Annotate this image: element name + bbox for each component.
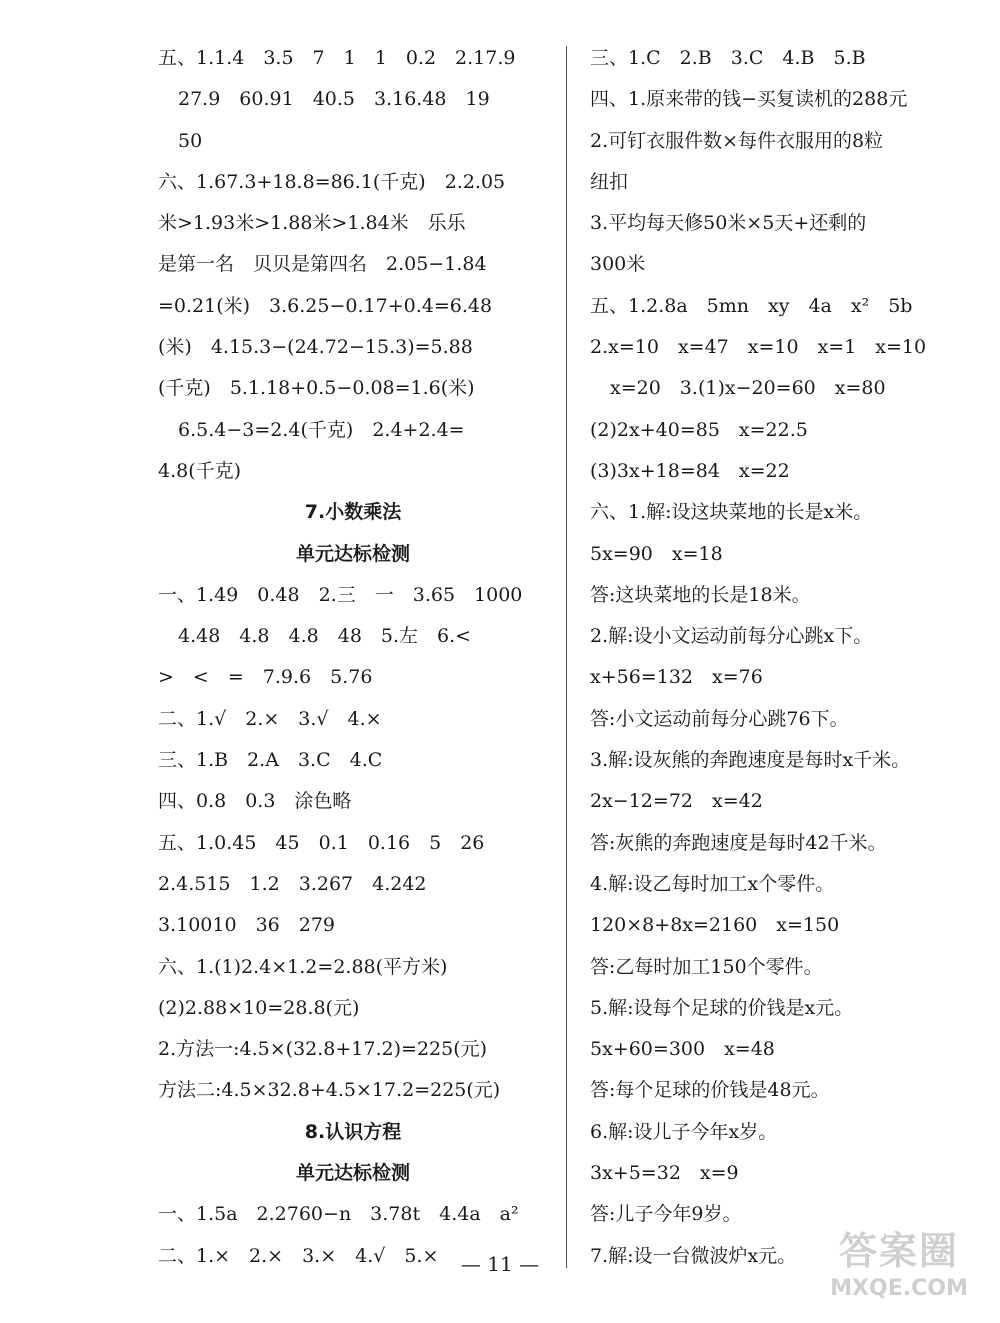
answer-line: 27.9 60.91 40.5 3.16.48 19	[178, 88, 490, 111]
answer-line: 2.4.515 1.2 3.267 4.242	[158, 872, 427, 895]
answer-line: 4.48 4.8 4.8 48 5.左 6.<	[178, 625, 472, 648]
answer-line: (2)2x+40=85 x=22.5	[590, 418, 808, 441]
answer-line: 答:灰熊的奔跑速度是每时42千米。	[590, 831, 887, 854]
answer-line: 5x+60=300 x=48	[590, 1038, 775, 1061]
answer-line: 二、1.√ 2.× 3.√ 4.×	[158, 707, 382, 730]
answer-line: 三、1.C 2.B 3.C 4.B 5.B	[590, 47, 866, 69]
left-column	[158, 38, 548, 1277]
answer-line: 2.解:设小文运动前每分心跳x下。	[590, 625, 873, 648]
answer-line: 答:这块菜地的长是18米。	[590, 583, 811, 606]
answer-line: 四、0.8 0.3 涂色略	[158, 790, 352, 813]
answer-line: 2.x=10 x=47 x=10 x=1 x=10	[590, 336, 927, 359]
answer-line: 方法二:4.5×32.8+4.5×17.2=225(元)	[158, 1079, 501, 1102]
answer-line: 6.解:设儿子今年x岁。	[590, 1120, 778, 1143]
section-heading: 8.认识方程	[304, 1120, 402, 1143]
answer-line: 一、1.5a 2.2760−n 3.78t 4.4a a²	[158, 1203, 519, 1226]
right-column	[590, 38, 990, 1277]
answer-line: 五、1.1.4 3.5 7 1 1 0.2 2.17.9	[158, 47, 516, 69]
answer-line: 答:儿子今年9岁。	[590, 1203, 742, 1226]
answer-line: 300米	[590, 253, 646, 276]
answer-line: 五、1.0.45 45 0.1 0.16 5 26	[158, 831, 485, 854]
answer-line: 50	[178, 129, 203, 152]
page-number: — 11 —	[460, 1252, 540, 1276]
answer-line: (米) 4.15.3−(24.72−15.3)=5.88	[158, 336, 473, 359]
answer-line: 一、1.49 0.48 2.三 一 3.65 1000	[158, 583, 523, 606]
watermark-url: MXQE.COM	[830, 1276, 968, 1301]
answer-line: 纽扣	[590, 170, 629, 193]
answer-line: 3.平均每天修50米×5天+还剩的	[590, 212, 867, 235]
answer-line: 二、1.× 2.× 3.× 4.√ 5.×	[158, 1244, 439, 1267]
answer-line: 答:乙每时加工150个零件。	[590, 955, 823, 978]
answer-line: 3.解:设灰熊的奔跑速度是每时x千米。	[590, 749, 911, 772]
watermark	[810, 1228, 988, 1316]
answer-line: 7.解:设一台微波炉x元。	[590, 1244, 797, 1267]
answer-line: 答:每个足球的价钱是48元。	[590, 1079, 830, 1102]
answer-line: 三、1.B 2.A 3.C 4.C	[158, 749, 383, 772]
answer-line: 3x+5=32 x=9	[590, 1162, 739, 1185]
answer-line: 2.可钉衣服件数×每件衣服用的8粒	[590, 129, 884, 152]
answer-line: 2.方法一:4.5×(32.8+17.2)=225(元)	[158, 1038, 488, 1061]
answer-line: 是第一名 贝贝是第四名 2.05−1.84	[158, 253, 487, 276]
answer-line: 四、1.原来带的钱−买复读机的288元	[590, 88, 908, 111]
answer-line: 4.解:设乙每时加工x个零件。	[590, 872, 835, 895]
answer-line: =0.21(米) 3.6.25−0.17+0.4=6.48	[158, 294, 493, 317]
answer-line: (3)3x+18=84 x=22	[590, 459, 790, 482]
answer-line: 5x=90 x=18	[590, 542, 723, 565]
section-heading: 单元达标检测	[295, 542, 410, 565]
answer-line: 2x−12=72 x=42	[590, 790, 763, 813]
column-divider	[566, 46, 567, 1268]
answer-line: 米>1.93米>1.88米>1.84米 乐乐	[158, 212, 466, 235]
answer-line: 3.10010 36 279	[158, 914, 336, 937]
answer-line: 5.解:设每个足球的价钱是x元。	[590, 996, 854, 1019]
answer-line: > < = 7.9.6 5.76	[158, 666, 373, 689]
section-heading: 单元达标检测	[295, 1162, 410, 1185]
section-heading: 7.小数乘法	[304, 501, 402, 524]
answer-line: 120×8+8x=2160 x=150	[590, 914, 840, 937]
answer-line: 答:小文运动前每分心跳76下。	[590, 707, 849, 730]
answer-line: 六、1.67.3+18.8=86.1(千克) 2.2.05	[158, 170, 506, 193]
answer-line: 五、1.2.8a 5mn xy 4a x² 5b	[590, 294, 913, 317]
answer-line: 六、1.(1)2.4×1.2=2.88(平方米)	[158, 955, 448, 978]
answer-line: 六、1.解:设这块菜地的长是x米。	[590, 501, 873, 524]
answer-line: (千克) 5.1.18+0.5−0.08=1.6(米)	[158, 377, 475, 400]
answer-line: 4.8(千克)	[158, 459, 242, 482]
answer-line: (2)2.88×10=28.8(元)	[158, 996, 360, 1019]
answer-line: x=20 3.(1)x−20=60 x=80	[610, 377, 886, 400]
watermark-logo: 答案圈	[838, 1229, 959, 1273]
answer-line: 6.5.4−3=2.4(千克) 2.4+2.4=	[178, 418, 465, 441]
answer-line: x+56=132 x=76	[590, 666, 763, 689]
